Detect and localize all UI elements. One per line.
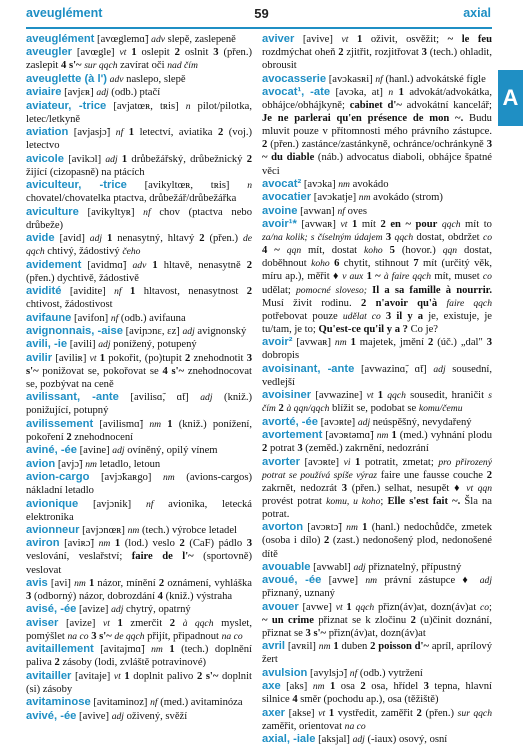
dictionary-entry: avilissement [avilismɑ̃] nm 1 (kniž.) ponížení, pokoření 2 znehodnocení — [26, 417, 252, 443]
dictionary-entry: avoisiner [avwazine] vt 1 qqch sousedit, hraničit s čím 2 à qqn/qqch blížit se, podobat se komu/čemu — [262, 389, 492, 415]
dictionary-entry: avouable [avwabl] adj přiznatelný, přípustný — [262, 560, 462, 573]
dictionary-entry: avocasserie [avɔkasʀi] nf (hanl.) advokátské fígle — [262, 72, 486, 85]
dictionary-entry: avidement [avidmɑ̃] adv 1 hltavě, nenasytně 2 (přen.) dychtivě, žádostivě — [26, 258, 253, 284]
header-first-word: aveuglément — [26, 6, 103, 20]
dictionary-entry: avicole [avikɔl] adj 1 drůbežářský, drůbežnický 2 žijící (cizopasně) na ptácích — [26, 152, 252, 178]
dictionary-entry: aviver [avive] vt 1 oživit, osvěžit; ~ le feu rozdmýchat oheň 2 zjitřit, rozjitřovat 3 (tech.) ohladit, obrousit — [262, 33, 493, 72]
column-right — [262, 33, 492, 747]
dictionary-entry: aveugler [avœgle] vt 1 oslepit 2 oslnit 3 (přen.) zaslepit 4 s'~ sur qqch zavírat oči nad čím — [26, 46, 253, 72]
dictionary-entry: avorter [avɔʀte] vi 1 potratit, zmetat; pro přirozený potrat se používá spíše výraz faire une fausse couche 2 zakrnět, nedozrát 3 (přen.) selhat, nesupět ♦ vt qqn provést potrat komu, u koho; Elle s'est fait ~. Šla na potrat. — [262, 455, 493, 520]
dictionary-entry: avis [avi] nm 1 názor, mínění 2 oznámení, vyhláška 3 (odborný) názor, dobrozdání 4 (kniž.) výstraha — [26, 576, 252, 603]
dictionary-entry: avilissant, -ante [avilisɑ̃, ɑ̃t] adj (kniž.) ponižující, potupný — [26, 391, 253, 417]
dictionary-entry: avouer [avwe] vt 1 qqch přizn(áv)at, dozn(áv)at co; ~ un crime přiznat se k zločinu 2 (u)činit doznání, přiznat se 3 s'~ přizn(áv)at, dozn(áv)at — [262, 600, 492, 639]
dictionary-entry: avionique [avjɔnik] nf avionika, letecká elektronika — [26, 497, 252, 523]
dictionary-entry: avocat² [avɔka] nm avokádo — [262, 177, 389, 190]
dictionary-entry: axe [aks] nm 1 osa 2 osa, hřídel 3 tepna, hlavní silnice 4 směr (pochodu ap.), osa (těžiště) — [262, 680, 492, 706]
dictionary-entry: aviculture [avikyltyʀ] nf chov (ptactva nebo drůbeže) — [26, 205, 252, 231]
letter-tab: A — [498, 70, 523, 126]
dictionary-entry: avion [avjɔ̃] nm letadlo, letoun — [26, 457, 161, 470]
dictionary-entry: aviaire [avjɛʀ] adj (odb.) ptačí — [26, 86, 161, 99]
dictionary-entry: avidité [avidite] nf 1 hltavost, nenasytnost 2 chtivost, žádostivost — [26, 285, 252, 311]
dictionary-entry: avoué, -ée [avwe] nm právní zástupce ♦ adj přiznaný, uznaný — [262, 574, 492, 600]
dictionary-entry: avili, -ie [avili] adj ponížený, potupený — [26, 338, 197, 351]
dictionary-entry: avoir² [avwaʀ] nm 1 majetek, jmění 2 (úč.) „dal" 3 dobropis — [262, 336, 493, 362]
dictionary-entry: avoine [avwan] nf oves — [262, 204, 368, 217]
dictionary-entry: avril [avʀil] nm 1 duben 2 poisson d'~ apríl, aprílový žert — [262, 640, 492, 666]
dictionary-entry: avocatier [avɔkatje] nm avokádo (strom) — [262, 191, 443, 204]
dictionary-entry: avorté, -ée [avɔʀte] adj neúspěšný, nevydařený — [262, 415, 472, 428]
dictionary-entry: avorton [avɔʀtɔ̃] nm 1 (hanl.) nedochůdče, zmetek (osoba i dílo) 2 (zast.) nedonošený plod, nedonošené dítě — [262, 521, 492, 560]
dictionary-entry: aviné, -ée [avine] adj ovíněný, opilý vínem — [26, 444, 218, 457]
page-number: 59 — [254, 6, 269, 21]
dictionary-entry: avisé, -ée [avize] adj chytrý, opatrný — [26, 603, 191, 616]
dictionary-entry: axer [akse] vt 1 vystředit, zaměřit 2 (přen.) sur qqch zaměřit, orientovat na co — [262, 706, 492, 732]
dictionary-entry: avoir¹* [avwaʀ] vt 1 mít 2 en ~ pour qqch mít to za/na kolik; s číselným údajem 3 qqch dostat, obdržet co 4 ~ qqn mít, dostat koho 5 (hovor.) qqn dostat, doběhnout koho 6 chytit, stihnout 7 mít (určitý věk, míru ap.), měřit ♦ v aux 1 ~ à faire qqch mít, muset co udělat; pomocné sloveso; Il a sa famille à nourrir. Musí živit rodinu. 2 n'avoir qu'à faire qqch potřebovat pouze udělat co 3 il y a je, existuje, je tu/tam, je to; Qu'est-ce qu'il y a ? Co je? — [262, 218, 493, 335]
dictionary-entry: aviron [aviʀɔ̃] nm 1 (lod.) veslo 2 (CaF) pádlo 3 veslování, veslařství; faire de l'~ (sportovně) veslovat — [26, 537, 252, 576]
header-last-word: axial — [463, 6, 491, 20]
dictionary-entry: avion-cargo [avjɔ̃kaʀgo] nm (avions-cargos) nákladní letadlo — [26, 471, 252, 497]
dictionary-entry: avoisinant, -ante [avwazinɑ̃, ɑ̃t] adj sousední, vedlejší — [262, 362, 493, 388]
dictionary-entry: avortement [avɔʀtəmɑ̃] nm 1 (med.) vyhnání plodu 2 potrat 3 (zeměd.) zakrnění, nedozrání — [262, 429, 492, 455]
dictionary-entry: avignonnais, -aise [aviɲɔnɛ, ɛz] adj avignonský — [26, 324, 247, 337]
dictionary-entry: aviation [avjasjɔ̃] nf 1 letectví, aviatika 2 (voj.) letectvo — [26, 126, 253, 152]
page-header — [0, 6, 523, 24]
dictionary-entry: avionneur [avjɔnœʀ] nm (tech.) výrobce letadel — [26, 524, 237, 536]
dictionary-entry: avide [avid] adj 1 nenasytný, hltavý 2 (přen.) de qqch chtivý, žádostivý čeho — [26, 232, 253, 258]
dictionary-entry: avivé, -ée [avive] adj oživený, svěží — [26, 709, 188, 722]
dictionary-entry: aveuglette (à l') adv naslepo, slepě — [26, 72, 186, 85]
dictionary-entry: aviser [avize] vt 1 zmerčit 2 à qqch myslet, pomýšlet na co 3 s'~ de qqch přijít, připadnout na co — [26, 616, 252, 642]
dictionary-entry: aviculteur, -trice [avikyltœʀ, tʀis] n chovatel/chovatelka ptactva, drůbežář/drůbežářka — [26, 179, 252, 205]
column-left — [26, 33, 252, 723]
dictionary-entry: aviateur, -trice [avjatœʀ, tʀis] n pilot/pilotka, letec/letkyně — [26, 99, 252, 125]
dictionary-entry: axial, -iale [aksjal] adj (-iaux) osový, osní — [262, 733, 448, 746]
dictionary-entry: avocat¹, -ate [avɔka, at] n 1 advokát/advokátka, obhájce/obhájkyně; cabinet d'~ advokátní kancelář; Je ne parlerai qu'en présence de mon ~. Budu mluvit pouze v přítomnosti mého právního zástupce. 2 (přen.) zastánce/zastánkyně, ochránce/ochránkyně 3 ~ du diable (náb.) advocatus diaboli, obhájce špatné věci — [262, 85, 493, 177]
dictionary-entry: avulsion [avylsjɔ̃] nf (odb.) vytržení — [262, 666, 423, 679]
header-rule — [26, 27, 492, 29]
dictionary-entry: avifaune [avifon] nf (odb.) avifauna — [26, 311, 186, 324]
dictionary-entry: aveuglément [avœglemɑ̃] adv slepě, zaslepeně — [26, 33, 236, 45]
dictionary-entry: avitailler [avitaje] vt 1 doplnit palivo 2 s'~ doplnit (si) zásoby — [26, 669, 252, 695]
dictionary-entry: avilir [aviliʀ] vt 1 pokořit, (po)tupit 2 znehodnotit 3 s'~ ponižovat se, pokořovat se 4 s'~ znehodnocovat se, pozbývat na ceně — [26, 351, 252, 390]
dictionary-entry: avitaillement [avitajmɑ̃] nm 1 (tech.) doplnění paliva 2 zásoby (lodi, zvláště potravinové) — [26, 643, 252, 669]
dictionary-entry: avitaminose [avitaminoz] nf (med.) avitaminóza — [26, 696, 243, 709]
